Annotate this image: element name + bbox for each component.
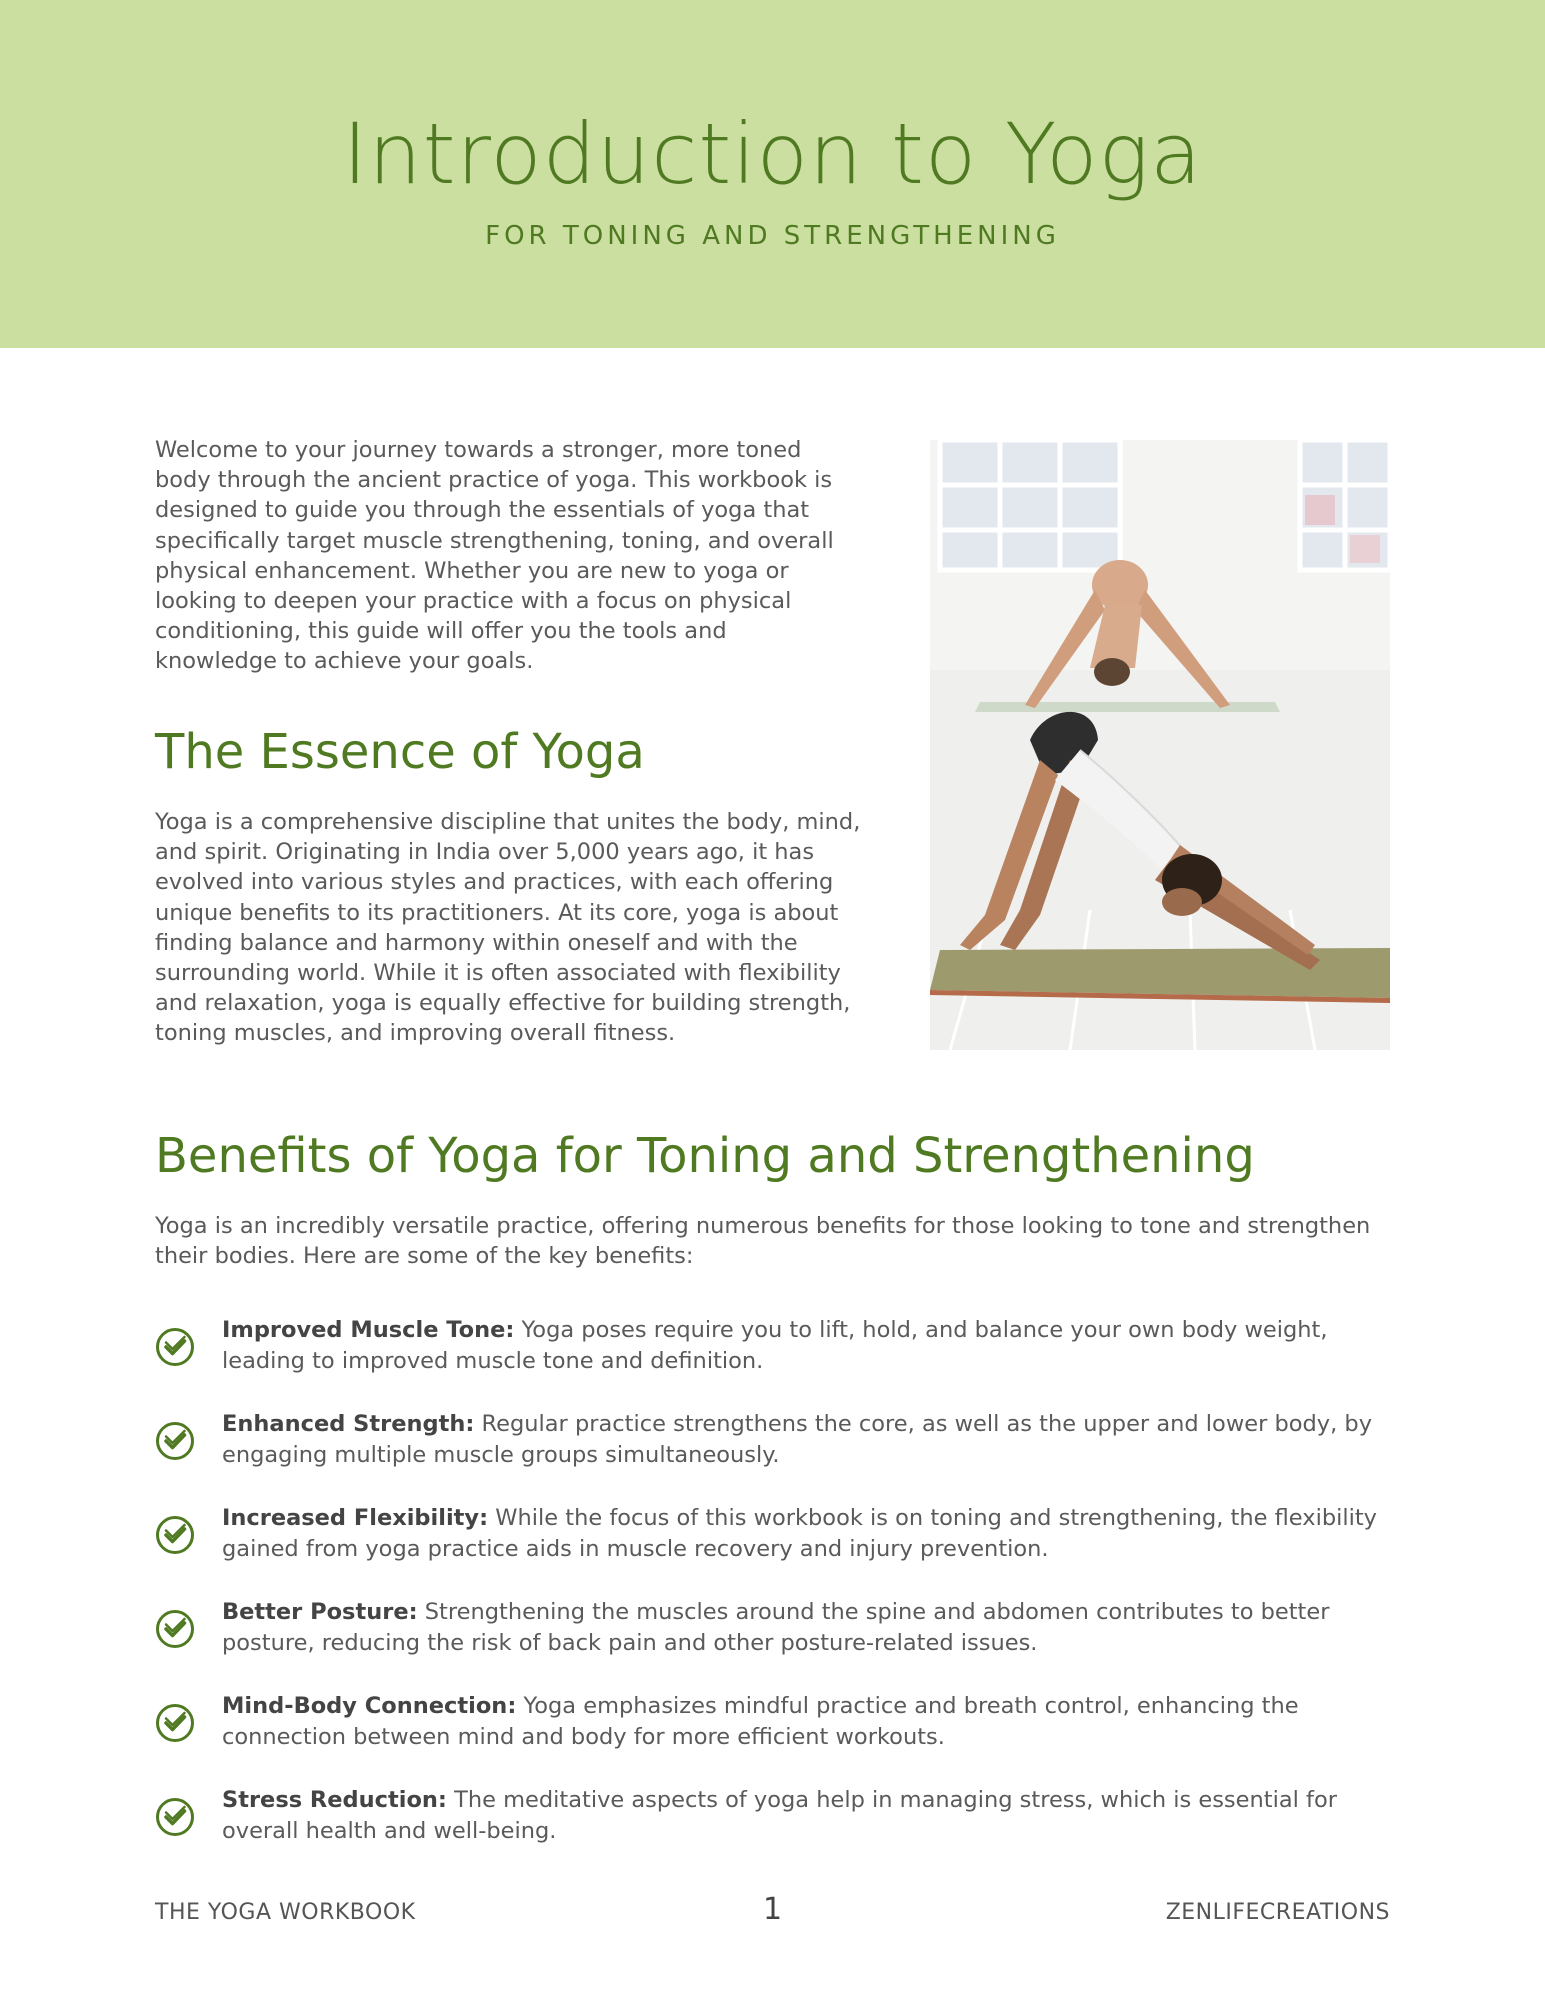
header-banner bbox=[0, 0, 1545, 348]
benefits-intro: Yoga is an incredibly versatile practice, offering numerous benefits for those looking to tone and strengthen their bodies. Here are some of the key benefits: bbox=[155, 1213, 1371, 1270]
benefit-item bbox=[155, 1503, 1395, 1573]
yoga-photo bbox=[930, 440, 1390, 1050]
benefit-description: Yoga emphasizes mindful practice and breath control, enhancing the connection between mind and body for more efficient workouts. bbox=[222, 1693, 1299, 1750]
benefit-text bbox=[222, 1409, 1395, 1470]
benefit-title: Increased Flexibility: bbox=[222, 1505, 489, 1531]
essence-heading: The Essence of Yoga bbox=[155, 724, 645, 780]
check-circle-icon bbox=[155, 1797, 195, 1837]
benefit-item bbox=[155, 1597, 1395, 1667]
benefit-text bbox=[222, 1785, 1395, 1846]
footer-workbook-title: THE YOGA WORKBOOK bbox=[155, 1900, 416, 1925]
check-circle-icon bbox=[155, 1515, 195, 1555]
page-number: 1 bbox=[762, 1892, 783, 1927]
footer-brand: ZENLIFECREATIONS bbox=[1165, 1900, 1390, 1925]
benefit-item bbox=[155, 1785, 1395, 1855]
benefit-text bbox=[222, 1691, 1395, 1752]
benefit-item bbox=[155, 1691, 1395, 1761]
page-subtitle: FOR TONING AND STRENGTHENING bbox=[485, 221, 1060, 251]
check-circle-icon bbox=[155, 1327, 195, 1367]
benefit-title: Mind-Body Connection: bbox=[222, 1693, 517, 1719]
benefit-description: While the focus of this workbook is on toning and strengthening, the flexibility gained from yoga practice aids in muscle recovery and injury prevention. bbox=[222, 1505, 1377, 1562]
benefit-description: The meditative aspects of yoga help in managing stress, which is essential for overall health and well-being. bbox=[222, 1787, 1337, 1844]
benefit-item bbox=[155, 1315, 1395, 1385]
benefit-text bbox=[222, 1315, 1395, 1376]
intro-paragraph: Welcome to your journey towards a stronger, more toned body through the ancient practice of yoga. This workbook is designed to guide you through the essentials of yoga that specifically target muscle strengthening, toning, and overall physical enhancement. Whether you are new to yoga or looking to deepen your practice with a focus on physical conditioning, this guide will offer you the tools and knowledge to achieve your goals. bbox=[155, 437, 834, 675]
page-title: Introduction to Yoga bbox=[342, 105, 1203, 203]
benefit-title: Better Posture: bbox=[222, 1599, 418, 1625]
check-circle-icon bbox=[155, 1421, 195, 1461]
benefit-description: Regular practice strengthens the core, as well as the upper and lower body, by engaging multiple muscle groups simultaneously. bbox=[222, 1411, 1373, 1468]
benefit-text bbox=[222, 1503, 1395, 1564]
benefit-title: Stress Reduction: bbox=[222, 1787, 447, 1813]
check-circle-icon bbox=[155, 1703, 195, 1743]
benefits-heading: Benefits of Yoga for Toning and Strengthening bbox=[155, 1128, 1255, 1184]
check-circle-icon bbox=[155, 1609, 195, 1649]
benefit-title: Enhanced Strength: bbox=[222, 1411, 475, 1437]
benefit-description: Yoga poses require you to lift, hold, and balance your own body weight, leading to improved muscle tone and definition. bbox=[222, 1317, 1328, 1374]
benefit-item bbox=[155, 1409, 1395, 1479]
essence-paragraph: Yoga is a comprehensive discipline that unites the body, mind, and spirit. Originating in India over 5,000 years ago, it has evolved into various styles and practices, with each offering unique benefits to its practitioners. At its core, yoga is about finding balance and harmony within oneself and with the surrounding world. While it is often associated with flexibility and relaxation, yoga is equally effective for building strength, toning muscles, and improving overall fitness. bbox=[155, 809, 861, 1047]
benefit-text bbox=[222, 1597, 1395, 1658]
benefit-description: Strengthening the muscles around the spine and abdomen contributes to better posture, reducing the risk of back pain and other posture-related issues. bbox=[222, 1599, 1330, 1656]
benefit-title: Improved Muscle Tone: bbox=[222, 1317, 515, 1343]
